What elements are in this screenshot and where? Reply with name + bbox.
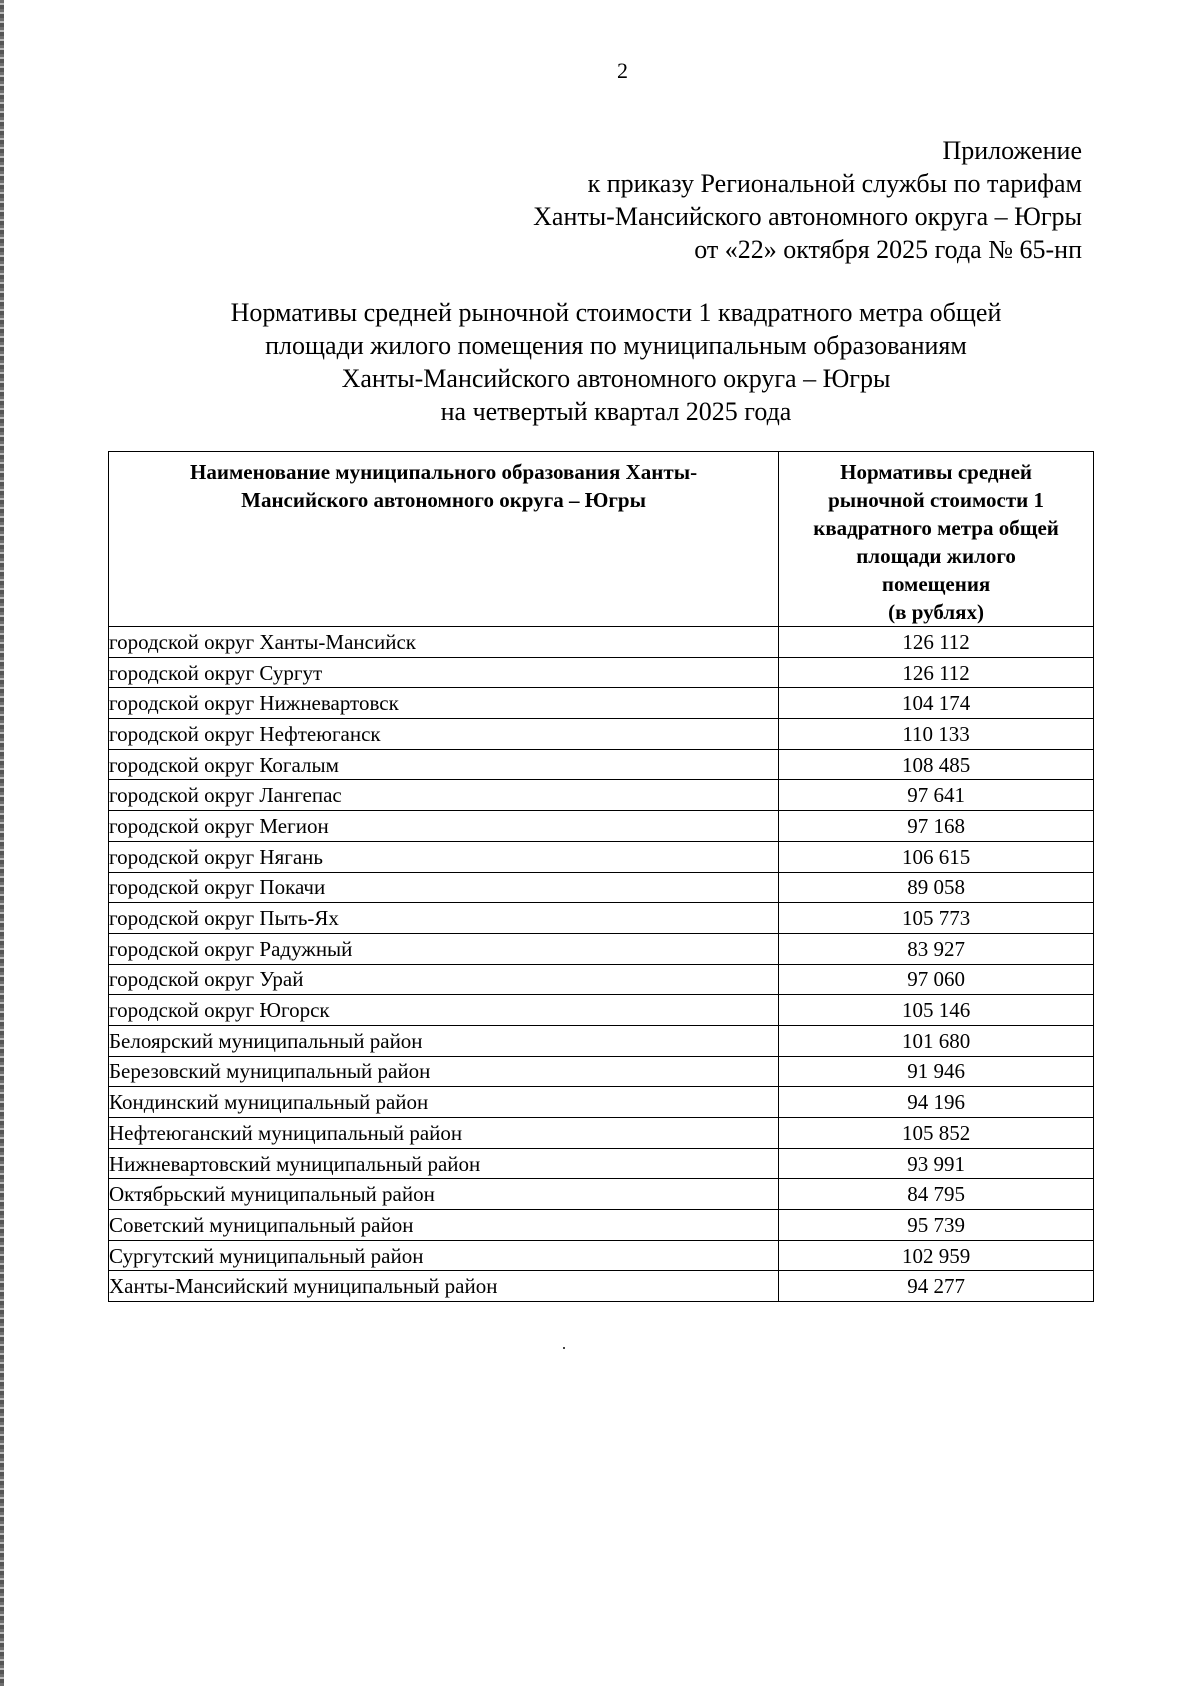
appendix-line: Ханты-Мансийского автономного округа – Югры (533, 202, 1082, 231)
table-row (109, 1179, 1094, 1210)
table-row (109, 1118, 1094, 1149)
cost-value-cell: 101 680 (779, 1025, 1094, 1056)
municipality-name-cell: Белоярский муниципальный район (109, 1025, 779, 1056)
municipality-name-cell: городской округ Ханты-Мансийск (109, 627, 779, 658)
table-row (109, 627, 1094, 658)
municipality-name-cell: городской округ Нефтеюганск (109, 719, 779, 750)
header-value-line: Нормативы средней (840, 460, 1033, 484)
appendix-line: от «22» октября 2025 года № 65-нп (694, 235, 1082, 264)
municipality-name-cell: Кондинский муниципальный район (109, 1087, 779, 1118)
cost-value-cell: 83 927 (779, 933, 1094, 964)
appendix-line: к приказу Региональной службы по тарифам (587, 169, 1082, 198)
cost-value-cell: 105 146 (779, 995, 1094, 1026)
table-row (109, 811, 1094, 842)
appendix-block (533, 134, 1082, 266)
scan-edge (0, 0, 4, 1686)
municipality-name-cell: Нижневартовский муниципальный район (109, 1148, 779, 1179)
table-row (109, 1025, 1094, 1056)
table-row (109, 964, 1094, 995)
municipality-name-cell: городской округ Югорск (109, 995, 779, 1026)
cost-value-cell: 89 058 (779, 872, 1094, 903)
municipality-name-cell: городской округ Лангепас (109, 780, 779, 811)
title-line: Нормативы средней рыночной стоимости 1 квадратного метра общей (230, 298, 1002, 327)
table-row (109, 719, 1094, 750)
municipality-name-cell: городской округ Урай (109, 964, 779, 995)
table-row (109, 841, 1094, 872)
header-value-line: площади жилого (856, 544, 1016, 568)
cost-value-cell: 94 196 (779, 1087, 1094, 1118)
table-row (109, 1240, 1094, 1271)
table-row (109, 1148, 1094, 1179)
header-municipality-text: Наименование муниципального образования Ханты-Мансийского автономного округа – Югры (190, 460, 698, 512)
cost-value-cell: 97 641 (779, 780, 1094, 811)
municipality-name-cell: городской округ Радужный (109, 933, 779, 964)
cost-value-cell: 104 174 (779, 688, 1094, 719)
municipality-name-cell: городской округ Покачи (109, 872, 779, 903)
municipality-name-cell: Советский муниципальный район (109, 1210, 779, 1241)
table-row (109, 657, 1094, 688)
table-row (109, 780, 1094, 811)
municipality-name-cell: Сургутский муниципальный район (109, 1240, 779, 1271)
table-row (109, 1056, 1094, 1087)
municipality-name-cell: городской округ Пыть-Ях (109, 903, 779, 934)
cost-value-cell: 102 959 (779, 1240, 1094, 1271)
municipality-name-cell: городской округ Сургут (109, 657, 779, 688)
cost-value-cell: 91 946 (779, 1056, 1094, 1087)
header-value-line: (в рублях) (888, 600, 984, 624)
municipality-name-cell: городской округ Когалым (109, 749, 779, 780)
table-row (109, 995, 1094, 1026)
table-header-row (109, 452, 1094, 627)
cost-value-cell: 95 739 (779, 1210, 1094, 1241)
header-value-line: рыночной стоимости 1 (828, 488, 1045, 512)
municipality-name-cell: городской округ Нижневартовск (109, 688, 779, 719)
table-row (109, 903, 1094, 934)
cost-value-cell: 126 112 (779, 627, 1094, 658)
municipality-name-cell: Березовский муниципальный район (109, 1056, 779, 1087)
municipality-name-cell: городской округ Мегион (109, 811, 779, 842)
table-body (109, 627, 1094, 1302)
scan-speck (563, 1347, 565, 1349)
cost-value-cell: 110 133 (779, 719, 1094, 750)
header-value-line: квадратного метра общей (813, 516, 1059, 540)
table-row (109, 872, 1094, 903)
table-row (109, 749, 1094, 780)
header-value-line: помещения (881, 572, 991, 596)
table-row (109, 1210, 1094, 1241)
title-line: площади жилого помещения по муниципальным образованиям (265, 331, 967, 360)
cost-value-cell: 108 485 (779, 749, 1094, 780)
title-line: на четвертый квартал 2025 года (440, 397, 792, 426)
table-row (109, 1271, 1094, 1302)
norms-table (108, 451, 1094, 1302)
cost-value-cell: 105 773 (779, 903, 1094, 934)
header-value (779, 452, 1094, 627)
cost-value-cell: 84 795 (779, 1179, 1094, 1210)
cost-value-cell: 97 168 (779, 811, 1094, 842)
municipality-name-cell: Нефтеюганский муниципальный район (109, 1118, 779, 1149)
cost-value-cell: 126 112 (779, 657, 1094, 688)
cost-value-cell: 106 615 (779, 841, 1094, 872)
cost-value-cell: 105 852 (779, 1118, 1094, 1149)
cost-value-cell: 97 060 (779, 964, 1094, 995)
cost-value-cell: 93 991 (779, 1148, 1094, 1179)
page-number: 2 (617, 58, 628, 83)
municipality-name-cell: городской округ Нягань (109, 841, 779, 872)
cost-value-cell: 94 277 (779, 1271, 1094, 1302)
municipality-name-cell: Ханты-Мансийский муниципальный район (109, 1271, 779, 1302)
appendix-line: Приложение (942, 136, 1082, 165)
table-row (109, 1087, 1094, 1118)
table-row (109, 688, 1094, 719)
header-municipality (109, 452, 779, 627)
title-line: Ханты-Мансийского автономного округа – Югры (341, 364, 891, 393)
document-title (108, 296, 1124, 428)
table-row (109, 933, 1094, 964)
municipality-name-cell: Октябрьский муниципальный район (109, 1179, 779, 1210)
